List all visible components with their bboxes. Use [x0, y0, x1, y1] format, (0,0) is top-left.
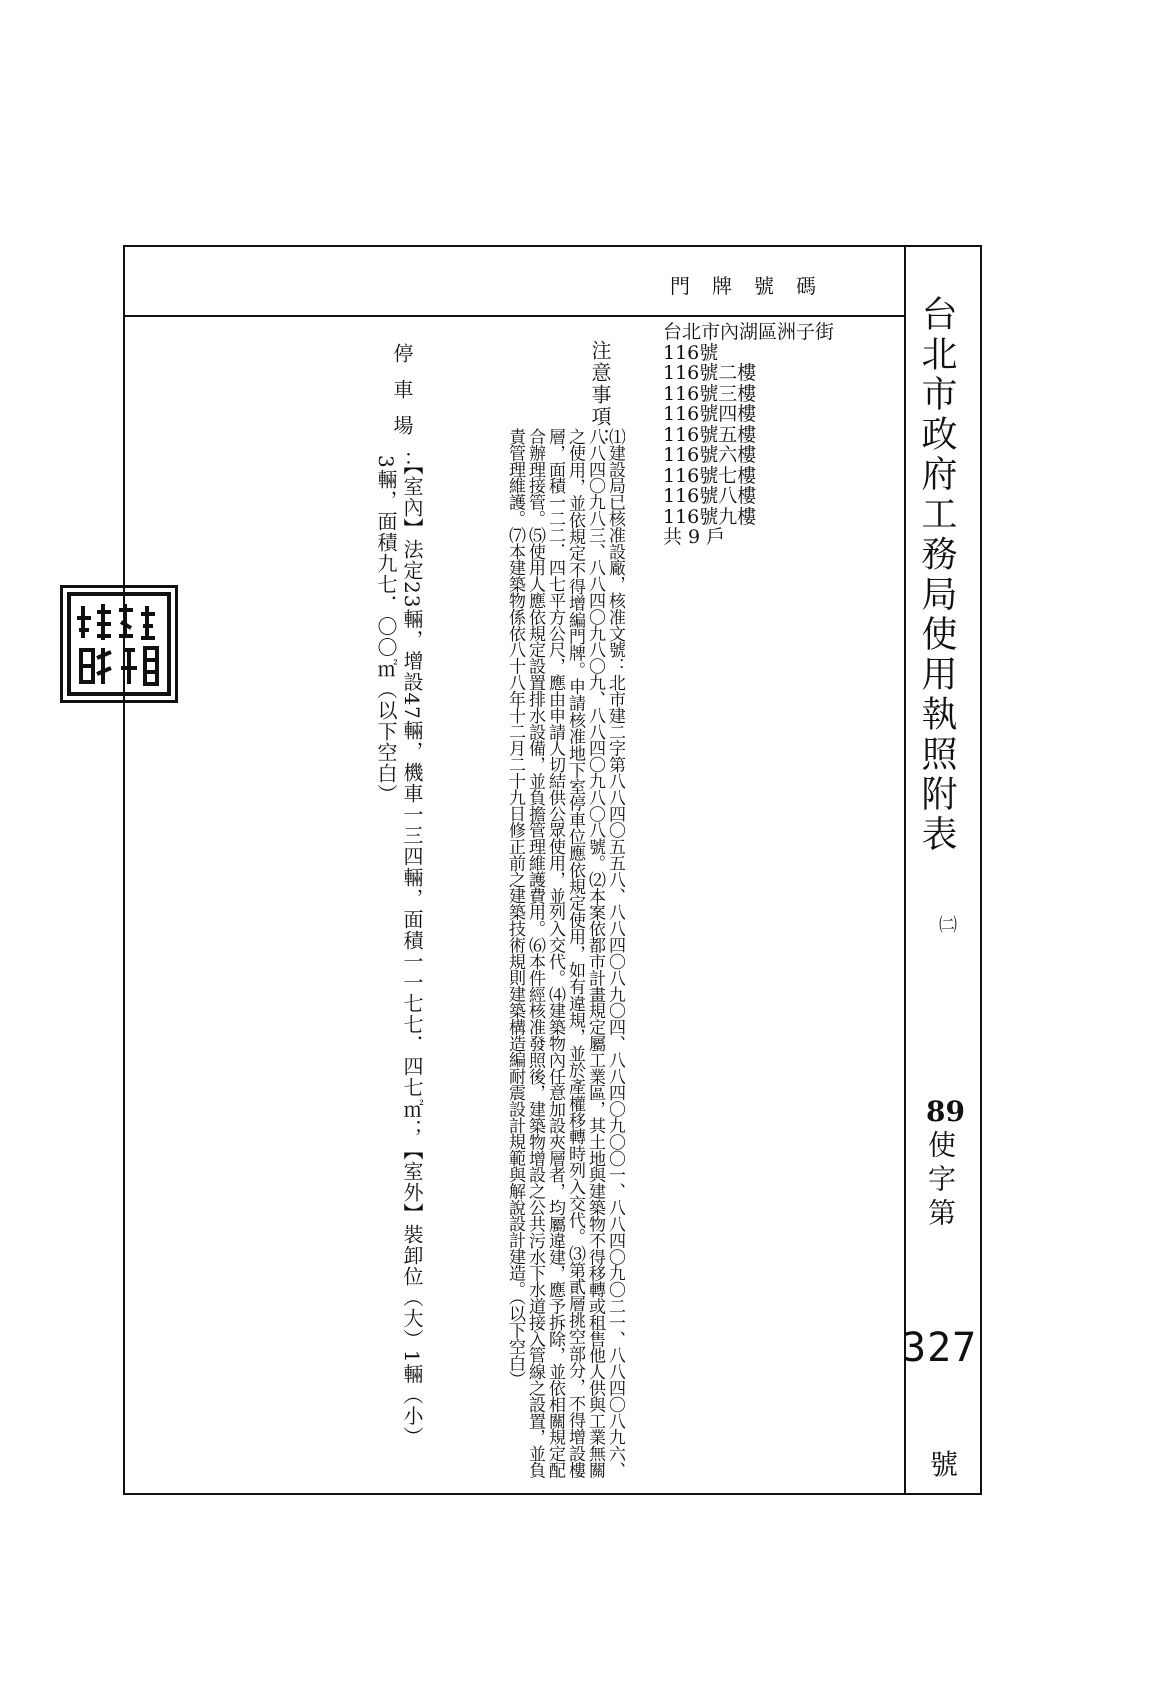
- notes-body: ⑴建設局已核准設廠，核准文號：北市建二字第八八四〇五五八、八八四〇八九〇四、八八四〇九〇〇一、八八四〇九〇二一、八八四〇八九六、八八四〇九八三、八八四〇九八〇九、八八四〇九八〇八號。⑵本案依都市計畫規定屬工業區，其土地與建築物不得移轉或租售他人供與工業無關之使用，並依規定不得增編門牌。申請核准地下室停車位應依規定使用，如有違規，並於產權移轉時列入交代。⑶第貳層挑空部分，不得增設樓層，面積一二二．四七平方公尺，應由申請人切結供公眾使用，並列入交代。⑷建築物內任意加設夾層者，均屬違建，應予拆除，並依相關規定配合辦理接管。⑸使用人應依規定設置排水設備，並負擔管理維護費用。⑹本件經核准發照後，建築物增設之公共污水下水道接入管線之設置，並負責管理維護。⑺本建築物係依八十八年十二月二十九日修正前之建築技術規則建築構造編耐震設計規範與解說設計建造。（以下空白）: [505, 428, 625, 1478]
- notes-label: 注意事項：: [588, 340, 612, 450]
- address-line: 116號八樓: [663, 485, 757, 507]
- title-divider: [904, 245, 906, 1495]
- address-line: 116號三樓: [663, 382, 757, 405]
- address-list: [663, 322, 834, 548]
- address-line: 台北市內湖區洲子街: [663, 321, 835, 343]
- parking-body: 【室內】法定23輛，增設47輛，機車一三四輛，面積一一七七．四七㎡；【室外】裝卸位（大）1輛（小）3輛，面積九七．〇〇㎡（以下空白）: [374, 455, 424, 1448]
- license-suffix: 號: [930, 1448, 959, 1481]
- address-total: 共 9 戶: [663, 526, 726, 548]
- address-line: 116號七樓: [663, 464, 757, 487]
- seal-glyphs: [63, 588, 175, 700]
- address-line: 116號: [663, 341, 719, 364]
- address-line: 116號六樓: [663, 444, 757, 466]
- license-number: 327: [902, 1325, 978, 1371]
- page-subtitle: ㈡: [936, 915, 957, 933]
- license-year: 89: [926, 1095, 965, 1128]
- address-line: 116號九樓: [663, 505, 757, 528]
- official-seal: [60, 585, 178, 703]
- parking-label: 停車場：: [390, 343, 414, 487]
- address-line: 116號二樓: [663, 362, 757, 384]
- column-header: 門牌號碼: [670, 274, 838, 298]
- header-divider: [125, 315, 904, 317]
- address-line: 116號五樓: [663, 423, 757, 446]
- page-title: 台北市政府工務局使用執照附表: [916, 295, 957, 855]
- license-prefix: 使字第: [924, 1130, 957, 1232]
- address-line: 116號四樓: [663, 403, 757, 425]
